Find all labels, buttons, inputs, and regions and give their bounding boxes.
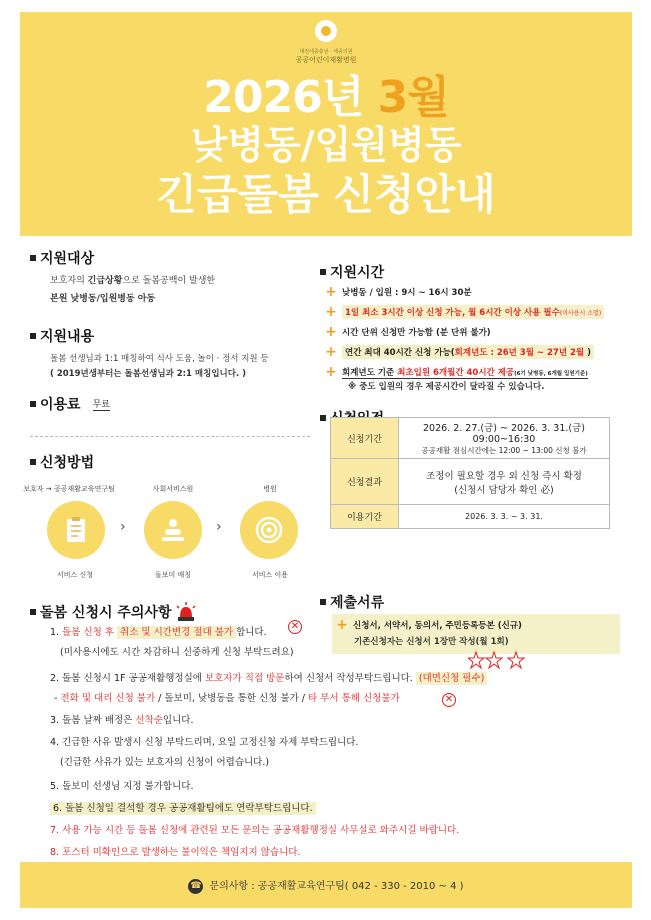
caution-item-5: 5. 돌보미 선생님 지정 불가합니다. — [50, 781, 194, 792]
caution-1-red: 돌봄 신청 후 — [62, 627, 118, 638]
hours-title-text: 지원시간 — [330, 265, 385, 281]
caution-2-red: 보호자가 직접 방문 — [204, 673, 285, 684]
title-month: 3월 — [377, 72, 449, 123]
sparkle-stars-icon — [468, 650, 530, 670]
caution-1-end: 합니다. — [236, 627, 267, 638]
schedule-table — [330, 417, 610, 529]
documents-line-2: 기존신청자는 신청서 1장만 작성(월 1회) — [354, 637, 509, 647]
title-line-1 — [20, 72, 632, 124]
caution-item-8: 8. 포스터 미확인으로 발생하는 불이익은 책임지지 않습니다. — [50, 847, 301, 858]
schedule-cell-use: 2026. 3. 3. ~ 3. 31. — [399, 505, 610, 529]
table-row — [331, 459, 610, 505]
hours-row-5-text-a: 회계년도 기준 — [342, 367, 398, 378]
siren-icon — [175, 602, 197, 622]
table-row — [331, 418, 610, 459]
caution-3-a: 3. 돌봄 날짜 배정은 — [50, 715, 136, 726]
content-section-title — [30, 326, 94, 346]
schedule-result-line-1: 조정이 필요할 경우 외 신청 즉시 확정 — [426, 470, 582, 482]
hours-row-4-text-c: ) — [584, 348, 591, 358]
logo-name: 공공어린이재활병원 — [295, 56, 357, 64]
caution-item-4: 4. 긴급한 사유 발생시 신청 부탁드리며, 요일 고정신청 자제 부탁드립니다. — [50, 737, 359, 748]
logo-subtitle: 대전세종충남 · 세종의원 — [299, 49, 353, 55]
caution-item-3 — [50, 714, 193, 728]
hours-row-2 — [325, 304, 604, 320]
prohibited-icon: ✕ — [288, 620, 302, 634]
title-line-2: 낮병동/입원병동 — [190, 123, 462, 167]
caution-item-2-sub — [54, 692, 400, 706]
hours-row-5 — [325, 364, 588, 380]
poster-frame — [20, 12, 632, 908]
table-row — [331, 505, 610, 529]
divider — [30, 436, 310, 437]
schedule-period-date: 2026. 2. 27.(금) ~ 2026. 3. 31.(금) — [423, 423, 585, 434]
plus-icon: + — [325, 284, 337, 300]
method-title-text: 신청방법 — [40, 455, 95, 471]
bullet-square-icon — [320, 269, 326, 275]
step-3-circle — [240, 501, 298, 559]
bullet-square-icon — [30, 401, 36, 407]
target-text-c: 으로 돌봄공백이 발생한 — [122, 276, 216, 286]
documents-line-1-text: 신청서, 서약서, 동의서, 주민등록등본 (신규) — [353, 621, 522, 631]
content-title-text: 지원내용 — [40, 329, 95, 345]
matching-icon — [158, 515, 188, 545]
hours-row-2-small: (미사용시 소멸) — [559, 310, 602, 317]
step-1-bottom-label: 서비스 신청 — [56, 571, 94, 579]
footer-contact-text: 문의사항 : 공공재활교육연구팀( 042 - 330 - 2010 ~ 4 ) — [209, 881, 464, 892]
clipboard-icon — [61, 515, 91, 545]
prohibited-icon: ✕ — [442, 693, 456, 707]
caution-2-sub-red-2: 타 부서 통해 신청불가 — [308, 693, 400, 704]
caution-item-6 — [50, 802, 316, 816]
phone-icon: ☎ — [188, 879, 203, 894]
step-2-top-label: 사회서비스원 — [152, 485, 194, 493]
caution-item-1 — [50, 626, 267, 640]
bullet-square-icon — [30, 255, 36, 261]
caution-6-text: 6. 돌봄 신청일 결석할 경우 공공재활팀에도 연락부탁드립니다. — [50, 802, 316, 815]
caution-2-a: 2. 돌봄 신청시 1F 공공재활행정실에 — [50, 673, 205, 684]
schedule-head-use: 이용기간 — [331, 505, 399, 529]
target-title-text: 지원대상 — [40, 251, 95, 267]
plus-icon: + — [325, 344, 337, 360]
schedule-period-time: 09:00~16:30 — [472, 434, 536, 445]
caution-item-4-sub: (긴급한 사유가 있는 보호자의 신청이 어렵습니다.) — [60, 757, 270, 768]
schedule-head-result: 신청결과 — [331, 459, 399, 505]
caution-item-7: 7. 사용 가능 시간 등 돌봄 신청에 관련된 모든 문의는 공공재활행정실 사무실로 와주시길 바랍니다. — [50, 825, 460, 836]
plus-icon: + — [325, 324, 337, 340]
bullet-square-icon — [30, 459, 36, 465]
target-icon — [254, 515, 284, 545]
logo-icon — [315, 20, 337, 42]
caution-1-num: 1. — [50, 627, 63, 638]
caution-item-2 — [50, 672, 487, 686]
documents-line-1 — [336, 617, 522, 633]
plus-icon: + — [325, 304, 337, 320]
target-line-1 — [50, 274, 215, 289]
caution-3-b: 입니다. — [162, 715, 194, 726]
bullet-square-icon — [320, 415, 326, 421]
bullet-square-icon — [320, 599, 326, 605]
caution-item-1-sub: (미사용시에도 시간 차감하니 신중하게 신청 부탁드려요) — [60, 647, 294, 658]
step-3-bottom-label: 서비스 이용 — [251, 571, 289, 579]
plus-icon: + — [336, 617, 348, 633]
caution-2-b: 하여 신청서 작성부탁드립니다. — [284, 673, 416, 684]
caution-2-sub-b: / 돌보미, 낮병동을 통한 신청 불가 / — [155, 693, 309, 704]
caution-2-sub-a: - — [54, 693, 61, 704]
fee-value: 무료 — [93, 397, 110, 411]
hours-row-5-small: (6기 낮병동, 6개월 입원기준) — [514, 370, 588, 377]
step-3-top-label: 병원 — [263, 485, 277, 493]
hospital-logo — [20, 20, 632, 65]
title-line-3: 긴급돌봄 신청안내 — [156, 170, 496, 219]
hours-section-title — [320, 262, 384, 282]
chevron-right-icon: › — [120, 519, 126, 535]
fee-section-title — [30, 394, 110, 414]
hours-row-1 — [325, 284, 472, 300]
hours-row-4-text-b: 회계년도 : 26년 3월 ~ 27년 2월 — [454, 348, 585, 358]
step-2-bottom-label: 돌보미 매칭 — [154, 571, 192, 579]
hours-row-4 — [325, 344, 594, 360]
target-section-title — [30, 248, 94, 268]
caution-section-title — [30, 602, 197, 622]
bullet-square-icon — [30, 333, 36, 339]
title-year: 2026년 — [203, 72, 364, 123]
chevron-right-icon: › — [216, 519, 222, 535]
caution-2-highlight: (대면신청 필수) — [416, 672, 488, 685]
schedule-cell-period — [399, 418, 610, 459]
bullet-square-icon — [30, 609, 36, 615]
schedule-period-note: 공공재활 점심시간에는 12:00 ~ 13:00 신청 불가 — [421, 446, 587, 455]
target-text-a: 보호자의 — [50, 276, 88, 286]
method-section-title — [30, 452, 94, 472]
step-1-circle — [47, 501, 105, 559]
plus-icon: + — [325, 364, 337, 380]
step-1-top-label: 보호자 → 공공재활교육연구팀 — [23, 485, 115, 493]
schedule-head-period: 신청기간 — [331, 418, 399, 459]
hours-row-3 — [325, 324, 491, 340]
caution-1-highlight: 취소 및 시간변경 절대 불가 — [117, 626, 236, 639]
documents-title-text: 제출서류 — [330, 595, 385, 611]
schedule-result-line-2: (신청시 담당자 확인 必) — [454, 484, 554, 496]
hours-row-5-text-b: 최초입원 6개월간 40시간 제공 — [397, 367, 515, 378]
step-2-circle — [144, 501, 202, 559]
content-line-1: 돌봄 선생님과 1:1 매칭하여 식사 도움, 놀이 · 정서 지원 등 — [50, 354, 269, 364]
fee-title-text: 이용료 — [40, 397, 81, 413]
hours-row-1-text: 낮병동 / 입원 : 9시 ~ 16시 30분 — [342, 288, 472, 298]
footer-bar — [20, 862, 632, 908]
hours-footnote: ※ 중도 입원의 경우 제공시간이 달라질 수 있습니다. — [348, 382, 545, 392]
hours-row-3-text: 시간 단위 신청만 가능함 (분 단위 불가) — [342, 328, 491, 338]
caution-3-red: 선착순 — [135, 715, 163, 726]
documents-section-title — [320, 592, 384, 612]
content-line-2: ( 2019년생부터는 돌봄선생님과 2:1 매칭입니다. ) — [50, 369, 247, 379]
caution-2-sub-red-1: 전화 및 대리 신청 불가 — [60, 693, 156, 704]
hours-row-2-text: 1일 최소 3시간 이상 신청 가능, 월 6시간 이상 사용 필수 — [345, 308, 560, 318]
hours-row-4-text-a: 연간 최대 40시간 신청 가능( — [345, 348, 455, 358]
target-line-2: 본원 낮병동/입원병동 아동 — [50, 294, 156, 304]
schedule-cell-result — [399, 459, 610, 505]
target-text-emphasis: 긴급상황 — [87, 276, 123, 286]
footer-contact — [20, 877, 632, 894]
caution-title-text: 돌봄 신청시 주의사항 — [40, 605, 172, 621]
header-banner — [20, 12, 632, 236]
